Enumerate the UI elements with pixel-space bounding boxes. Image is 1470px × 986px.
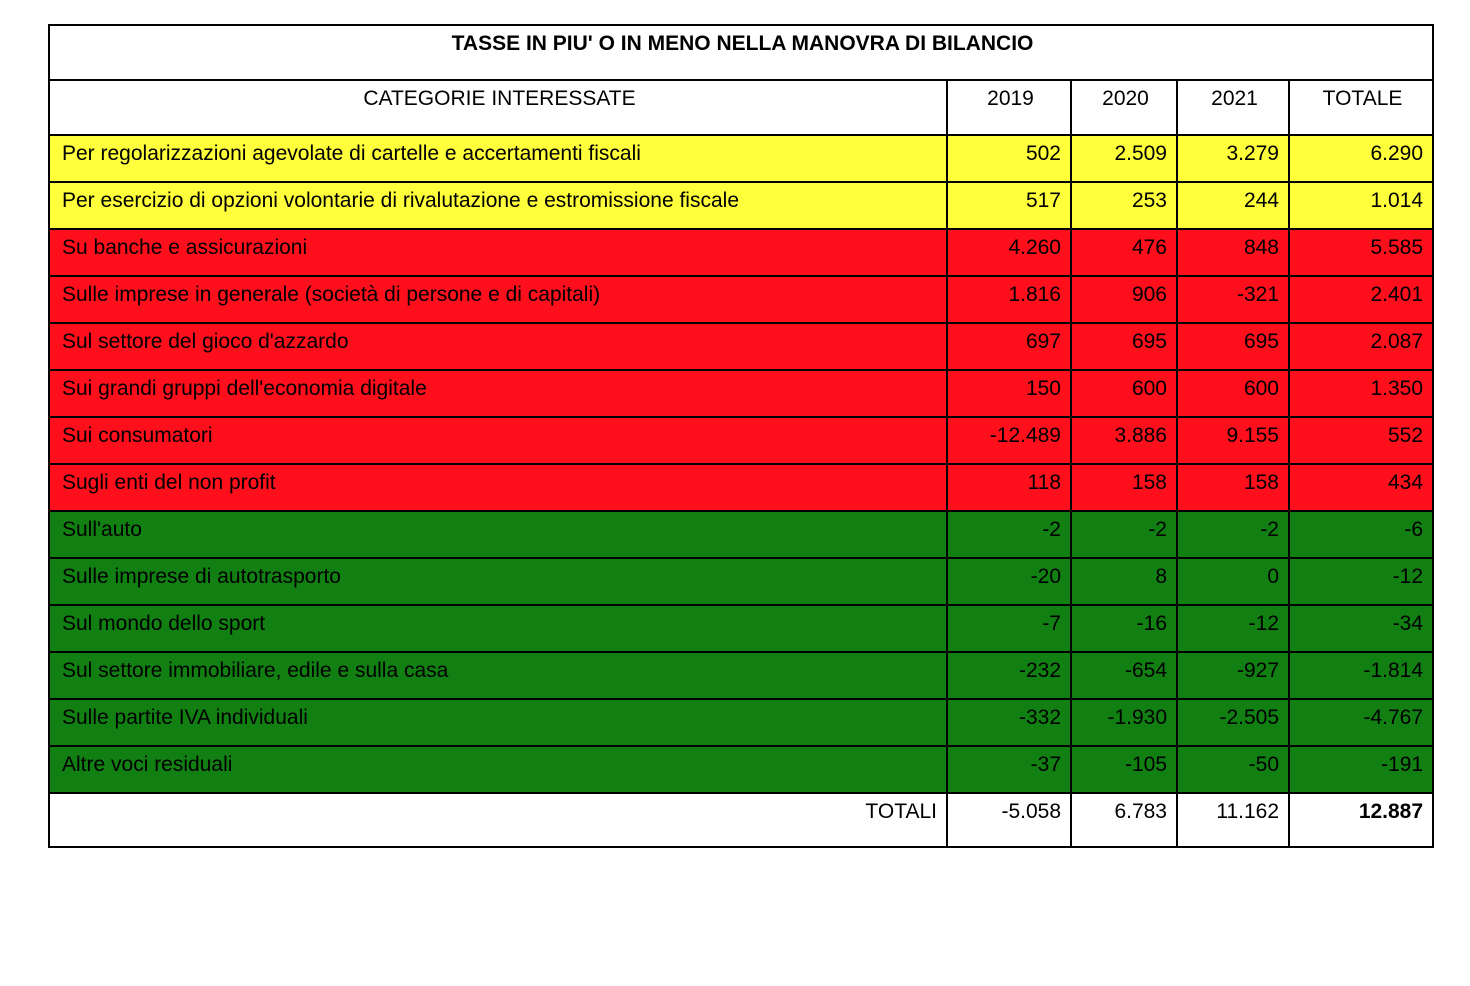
row-2020: -2 bbox=[1071, 511, 1177, 558]
table-title: TASSE IN PIU' O IN MENO NELLA MANOVRA DI BILANCIO bbox=[49, 25, 1433, 80]
row-2021: -2.505 bbox=[1177, 699, 1289, 746]
row-2020: 8 bbox=[1071, 558, 1177, 605]
row-label: Altre voci residuali bbox=[49, 746, 947, 793]
header-row bbox=[49, 80, 1433, 135]
tax-table bbox=[48, 24, 1434, 848]
row-2020: 3.886 bbox=[1071, 417, 1177, 464]
row-2021: -12 bbox=[1177, 605, 1289, 652]
row-label: Sugli enti del non profit bbox=[49, 464, 947, 511]
row-2019: -2 bbox=[947, 511, 1071, 558]
row-2021: 3.279 bbox=[1177, 135, 1289, 182]
totals-2019: -5.058 bbox=[947, 793, 1071, 847]
table-row bbox=[49, 276, 1433, 323]
row-2020: -105 bbox=[1071, 746, 1177, 793]
table-row bbox=[49, 323, 1433, 370]
row-2021: 695 bbox=[1177, 323, 1289, 370]
row-2021: 158 bbox=[1177, 464, 1289, 511]
row-total: -191 bbox=[1289, 746, 1433, 793]
row-total: -4.767 bbox=[1289, 699, 1433, 746]
row-label: Su banche e assicurazioni bbox=[49, 229, 947, 276]
row-total: -6 bbox=[1289, 511, 1433, 558]
totals-2021: 11.162 bbox=[1177, 793, 1289, 847]
row-2020: 158 bbox=[1071, 464, 1177, 511]
row-total: -1.814 bbox=[1289, 652, 1433, 699]
row-2019: 697 bbox=[947, 323, 1071, 370]
row-2020: 253 bbox=[1071, 182, 1177, 229]
row-total: 1.350 bbox=[1289, 370, 1433, 417]
row-total: 6.290 bbox=[1289, 135, 1433, 182]
row-total: 2.087 bbox=[1289, 323, 1433, 370]
row-2021: -50 bbox=[1177, 746, 1289, 793]
header-2021: 2021 bbox=[1177, 80, 1289, 135]
row-2020: -1.930 bbox=[1071, 699, 1177, 746]
table-row bbox=[49, 464, 1433, 511]
row-label: Sui grandi gruppi dell'economia digitale bbox=[49, 370, 947, 417]
row-2021: -321 bbox=[1177, 276, 1289, 323]
totals-label: TOTALI bbox=[49, 793, 947, 847]
row-total: 5.585 bbox=[1289, 229, 1433, 276]
row-label: Sulle imprese in generale (società di persone e di capitali) bbox=[49, 276, 947, 323]
row-2019: -37 bbox=[947, 746, 1071, 793]
row-2020: 906 bbox=[1071, 276, 1177, 323]
row-2020: 695 bbox=[1071, 323, 1177, 370]
row-2021: 9.155 bbox=[1177, 417, 1289, 464]
row-2021: 600 bbox=[1177, 370, 1289, 417]
table-row bbox=[49, 558, 1433, 605]
row-2021: -927 bbox=[1177, 652, 1289, 699]
row-2019: -20 bbox=[947, 558, 1071, 605]
header-category: CATEGORIE INTERESSATE bbox=[49, 80, 947, 135]
row-2021: 0 bbox=[1177, 558, 1289, 605]
row-label: Sul mondo dello sport bbox=[49, 605, 947, 652]
row-2019: 1.816 bbox=[947, 276, 1071, 323]
row-2019: -12.489 bbox=[947, 417, 1071, 464]
totals-total: 12.887 bbox=[1289, 793, 1433, 847]
row-label: Per esercizio di opzioni volontarie di rivalutazione e estromissione fiscale bbox=[49, 182, 947, 229]
row-label: Sulle imprese di autotrasporto bbox=[49, 558, 947, 605]
table-row bbox=[49, 135, 1433, 182]
row-total: 434 bbox=[1289, 464, 1433, 511]
row-2021: -2 bbox=[1177, 511, 1289, 558]
row-total: 2.401 bbox=[1289, 276, 1433, 323]
table-row bbox=[49, 746, 1433, 793]
row-2020: 2.509 bbox=[1071, 135, 1177, 182]
row-total: 552 bbox=[1289, 417, 1433, 464]
row-total: 1.014 bbox=[1289, 182, 1433, 229]
header-2020: 2020 bbox=[1071, 80, 1177, 135]
row-2019: 118 bbox=[947, 464, 1071, 511]
table-row bbox=[49, 652, 1433, 699]
table-row bbox=[49, 229, 1433, 276]
table-row bbox=[49, 605, 1433, 652]
row-label: Per regolarizzazioni agevolate di cartelle e accertamenti fiscali bbox=[49, 135, 947, 182]
row-total: -12 bbox=[1289, 558, 1433, 605]
row-2020: -16 bbox=[1071, 605, 1177, 652]
table-row bbox=[49, 182, 1433, 229]
row-total: -34 bbox=[1289, 605, 1433, 652]
row-2019: 4.260 bbox=[947, 229, 1071, 276]
row-2020: -654 bbox=[1071, 652, 1177, 699]
table-row bbox=[49, 511, 1433, 558]
row-label: Sull'auto bbox=[49, 511, 947, 558]
row-2020: 476 bbox=[1071, 229, 1177, 276]
table-row bbox=[49, 417, 1433, 464]
header-2019: 2019 bbox=[947, 80, 1071, 135]
row-2019: -332 bbox=[947, 699, 1071, 746]
row-2019: -232 bbox=[947, 652, 1071, 699]
row-2019: 517 bbox=[947, 182, 1071, 229]
totals-2020: 6.783 bbox=[1071, 793, 1177, 847]
header-total: TOTALE bbox=[1289, 80, 1433, 135]
table-row bbox=[49, 699, 1433, 746]
row-2021: 244 bbox=[1177, 182, 1289, 229]
totals-row bbox=[49, 793, 1433, 847]
row-label: Sul settore del gioco d'azzardo bbox=[49, 323, 947, 370]
row-label: Sul settore immobiliare, edile e sulla casa bbox=[49, 652, 947, 699]
table-row bbox=[49, 370, 1433, 417]
row-2020: 600 bbox=[1071, 370, 1177, 417]
row-2019: 150 bbox=[947, 370, 1071, 417]
row-2021: 848 bbox=[1177, 229, 1289, 276]
row-label: Sui consumatori bbox=[49, 417, 947, 464]
row-2019: -7 bbox=[947, 605, 1071, 652]
row-2019: 502 bbox=[947, 135, 1071, 182]
row-label: Sulle partite IVA individuali bbox=[49, 699, 947, 746]
